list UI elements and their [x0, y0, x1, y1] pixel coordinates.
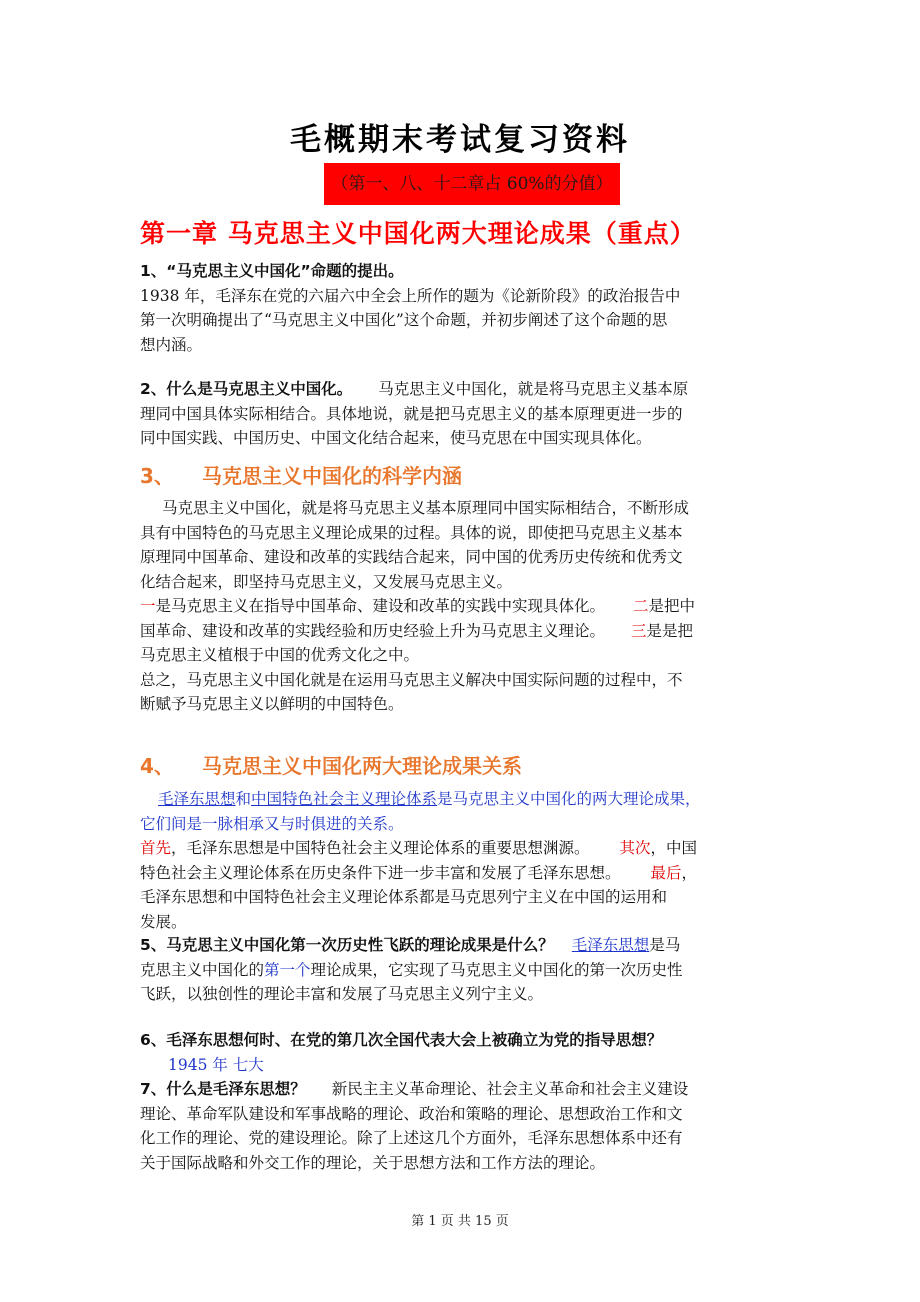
- question-1: [140, 259, 785, 357]
- page-footer: 第 1 页 共 15 页: [411, 1214, 509, 1229]
- point-two-marker: 二: [633, 597, 649, 615]
- section-3-number: 3、: [140, 464, 174, 488]
- question-1-heading: 1、“马克思主义中国化”命题的提出。: [140, 262, 404, 280]
- question-2-text: 马克思主义中国化，就是将马克思主义基本原: [378, 380, 689, 398]
- question-1-line: 1938 年，毛泽东在党的六届六中全会上所作的题为《论新阶段》的政治报告中: [140, 286, 681, 305]
- question-1-line: 想内涵。: [140, 335, 203, 354]
- section-4-line: 发展。: [140, 912, 187, 931]
- question-2-heading: 2、什么是马克思主义中国化。: [140, 380, 353, 398]
- conjunction: 和: [235, 790, 252, 808]
- question-6: [140, 1028, 785, 1077]
- second-text-cont: 特色社会主义理论体系在历史条件下进一步丰富和发展了毛泽东思想。: [140, 863, 621, 882]
- section-3-body: [140, 496, 785, 717]
- section-3-heading: [140, 460, 462, 489]
- page-title: 毛概期末考试复习资料: [290, 122, 630, 158]
- chapter-heading: 第一章 马克思主义中国化两大理论成果（重点）: [140, 219, 696, 248]
- question-5-text: 是马: [649, 936, 681, 954]
- question-6-heading: 6、毛泽东思想何时、在党的第几次全国代表大会上被确立为党的指导思想？: [140, 1031, 663, 1049]
- second-text: ，中国: [650, 839, 698, 857]
- question-5-line: 飞跃，以独创性的理论丰富和发展了马克思主义列宁主义。: [140, 985, 544, 1003]
- point-two-text-cont: 国革命、建设和改革的实践经验和历史经验上升为马克思主义理论。: [140, 621, 606, 640]
- subtitle-banner: （第一、八、十二章占 60%的分值）: [324, 163, 620, 205]
- section-4-title: 马克思主义中国化两大理论成果关系: [202, 754, 522, 778]
- section-4-body: [140, 787, 785, 934]
- point-two-text: 是把中: [648, 597, 696, 615]
- question-2-line: 同中国实践、中国历史、中国文化结合起来，使马克思在中国实现具体化。: [140, 429, 652, 447]
- section-3-line: 具有中国特色的马克思主义理论成果的过程。具体的说，即使把马克思主义基本: [140, 523, 683, 542]
- section-4-number: 4、: [140, 754, 174, 778]
- question-5-heading: 5、马克思主义中国化第一次历史性飞跃的理论成果是什么？: [140, 936, 554, 954]
- section-4-heading: [140, 750, 522, 779]
- section-3-summary: 总之，马克思主义中国化就是在运用马克思主义解决中国实际问题的过程中，不: [140, 670, 683, 689]
- first-marker: 首先: [140, 839, 172, 857]
- question-1-line: 第一次明确提出了“马克思主义中国化”这个命题，并初步阐述了这个命题的思: [140, 311, 668, 329]
- point-one-marker: 一: [140, 597, 156, 615]
- term-mao-zedong-thought: 毛泽东思想: [158, 790, 236, 808]
- section-4-text: 是马克思主义中国化的两大理论成果，: [437, 790, 701, 808]
- point-three-text-cont: 马克思主义植根于中国的优秀文化之中。: [140, 646, 420, 664]
- question-7-line: 关于国际战略和外交工作的理论，关于思想方法和工作方法的理论。: [140, 1153, 606, 1172]
- question-7-line: 理论、革命军队建设和军事战略的理论、政治和策略的理论、思想政治工作和文: [140, 1104, 683, 1123]
- first-text: ，毛泽东思想是中国特色社会主义理论体系的重要思想渊源。: [171, 839, 590, 857]
- section-3-title: 马克思主义中国化的科学内涵: [202, 464, 462, 488]
- question-6-answer: 1945 年 七大: [168, 1055, 264, 1074]
- section-4-line: 它们间是一脉相承又与时俱进的关系。: [140, 814, 404, 833]
- last-marker: 最后: [650, 863, 682, 882]
- last-text: ，: [681, 863, 698, 882]
- section-3-line: 化结合起来，即坚持马克思主义，又发展马克思主义。: [140, 572, 513, 591]
- second-marker: 其次: [619, 839, 651, 857]
- point-one-text: 是马克思主义在指导中国革命、建设和改革的实践中实现具体化。: [155, 597, 606, 615]
- question-7-heading: 7、什么是毛泽东思想？: [140, 1080, 306, 1098]
- question-5-text: 克思主义中国化的: [140, 960, 265, 979]
- first-achievement: 第一个: [264, 960, 311, 979]
- point-three-marker: 三: [631, 621, 647, 640]
- answer-mao-zedong-thought: 毛泽东思想: [571, 936, 650, 954]
- question-7: [140, 1077, 785, 1175]
- question-2-line: 理同中国具体实际相结合。具体地说，就是把马克思主义的基本原理更进一步的: [140, 404, 683, 423]
- question-7-line: 化工作的理论、党的建设理论。除了上述这几个方面外，毛泽东思想体系中还有: [140, 1129, 683, 1147]
- section-4-line: 毛泽东思想和中国特色社会主义理论体系都是马克思列宁主义在中国的运用和: [140, 888, 668, 906]
- section-3-line: 原理同中国革命、建设和改革的实践结合起来，同中国的优秀历史传统和优秀文: [140, 548, 683, 566]
- question-2: [140, 377, 785, 451]
- section-3-summary: 断赋予马克思主义以鲜明的中国特色。: [140, 695, 404, 713]
- section-3-line: 马克思主义中国化，就是将马克思主义基本原理同中国实际相结合，不断形成: [162, 499, 690, 517]
- question-7-text: 新民主主义革命理论、社会主义革命和社会主义建设: [331, 1080, 689, 1098]
- term-socialism-theory: 中国特色社会主义理论体系: [251, 790, 438, 808]
- question-5-text: 理论成果，它实现了马克思主义中国化的第一次历史性: [310, 960, 683, 979]
- question-5: [140, 933, 785, 1007]
- point-three-text: 是是把: [646, 621, 694, 640]
